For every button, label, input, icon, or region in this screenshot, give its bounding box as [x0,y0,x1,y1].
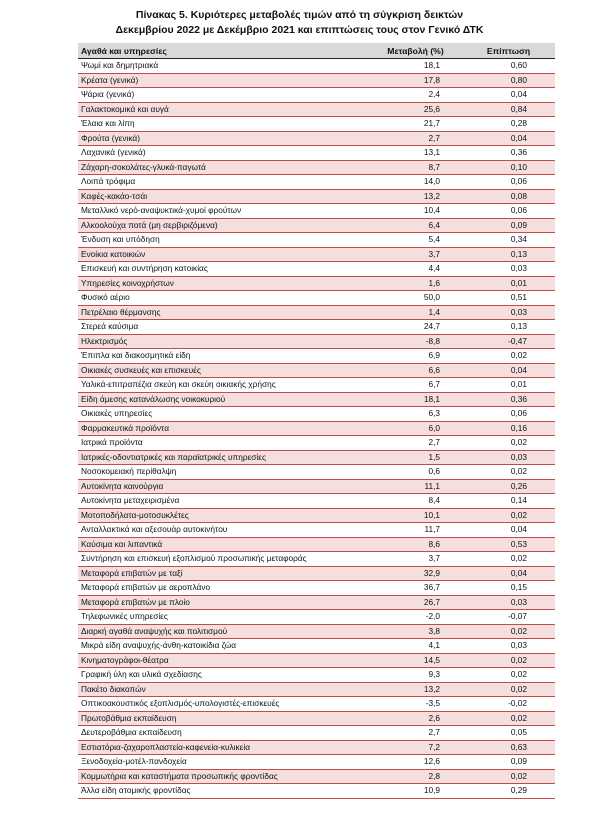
impact-cell: 0,08 [462,189,555,204]
change-percent-cell: 8,4 [369,494,462,509]
change-percent-cell: 50,0 [369,291,462,306]
impact-cell: 0,02 [462,349,555,364]
change-percent-cell: 2,8 [369,769,462,784]
table-row [78,233,555,248]
impact-cell: 0,53 [462,537,555,552]
table-row [78,726,555,741]
table-row [78,189,555,204]
goods-name-cell: Μικρά είδη αναψυχής-άνθη-κατοικίδια ζώα [78,639,369,654]
table-row [78,204,555,219]
table-row [78,523,555,538]
goods-name-cell: Λοιπά τρόφιμα [78,175,369,190]
change-percent-cell: 14,0 [369,175,462,190]
table-row [78,624,555,639]
impact-cell: 0,02 [462,653,555,668]
goods-name-cell: Ψάρια (γενικά) [78,88,369,103]
goods-name-cell: Άλλα είδη ατομικής φροντίδας [78,784,369,799]
impact-cell: 0,13 [462,247,555,262]
table-row [78,755,555,770]
goods-name-cell: Γραφική ύλη και υλικά σχεδίασης [78,668,369,683]
impact-cell: 0,15 [462,581,555,596]
table-row [78,465,555,480]
impact-cell: 0,02 [462,508,555,523]
impact-cell: 0,60 [462,59,555,74]
table-row [78,334,555,349]
change-percent-cell: 32,9 [369,566,462,581]
table-row [78,668,555,683]
goods-name-cell: Λαχανικά (γενικά) [78,146,369,161]
table-row [78,363,555,378]
impact-cell: 0,04 [462,131,555,146]
goods-name-cell: Υαλικά-επιτραπέζια σκεύη και σκεύη οικιακής χρήσης [78,378,369,393]
goods-name-cell: Κομμωτήρια και καταστήματα προσωπικής φροντίδας [78,769,369,784]
table-row [78,566,555,581]
impact-cell: 0,03 [462,639,555,654]
goods-name-cell: Αυτοκίνητα μεταχειρισμένα [78,494,369,509]
goods-name-cell: Πρωτοβάθμια εκπαίδευση [78,711,369,726]
table-row [78,102,555,117]
change-percent-cell: 36,7 [369,581,462,596]
impact-cell: 0,51 [462,291,555,306]
impact-cell: 0,02 [462,624,555,639]
change-percent-cell: -2,0 [369,610,462,625]
table-row [78,639,555,654]
table-row [78,146,555,161]
impact-cell: 0,34 [462,233,555,248]
table-row [78,784,555,799]
goods-name-cell: Είδη άμεσης κατανάλωσης νοικοκυριού [78,392,369,407]
goods-name-cell: Ζάχαρη-σοκολάτες-γλυκά-παγωτά [78,160,369,175]
table-row [78,378,555,393]
change-percent-cell: 8,7 [369,160,462,175]
table-row [78,392,555,407]
goods-name-cell: Νοσοκομειακή περίθαλψη [78,465,369,480]
goods-name-cell: Ξενοδοχεία-μοτέλ-πανδοχεία [78,755,369,770]
table-row [78,653,555,668]
goods-name-cell: Ένδυση και υπόδηση [78,233,369,248]
impact-cell: 0,13 [462,320,555,335]
table-row [78,494,555,509]
change-percent-cell: -3,5 [369,697,462,712]
change-percent-cell: 2,7 [369,436,462,451]
change-percent-cell: 11,1 [369,479,462,494]
change-percent-cell: 6,0 [369,421,462,436]
change-percent-cell: 10,9 [369,784,462,799]
goods-name-cell: Φρούτα (γενικά) [78,131,369,146]
impact-cell: 0,28 [462,117,555,132]
goods-name-cell: Τηλεφωνικές υπηρεσίες [78,610,369,625]
change-percent-cell: 3,8 [369,624,462,639]
goods-name-cell: Εστιατόρια-ζαχαροπλαστεία-καφενεία-κυλικεία [78,740,369,755]
goods-name-cell: Στερεά καύσιμα [78,320,369,335]
table-row [78,320,555,335]
impact-cell: 0,01 [462,276,555,291]
goods-name-cell: Γαλακτοκομικά και αυγά [78,102,369,117]
goods-name-cell: Αλκοολούχα ποτά (μη σερβιριζόμενα) [78,218,369,233]
impact-cell: 0,04 [462,88,555,103]
table-row [78,479,555,494]
table-row [78,88,555,103]
table-row [78,305,555,320]
table-row [78,682,555,697]
impact-cell: 0,03 [462,595,555,610]
goods-name-cell: Ηλεκτρισμός [78,334,369,349]
table-row [78,697,555,712]
change-percent-cell: 13,2 [369,682,462,697]
change-percent-cell: 25,6 [369,102,462,117]
impact-cell: 0,36 [462,392,555,407]
column-header-goods: Αγαθά και υπηρεσίες [78,43,369,59]
change-percent-cell: 4,1 [369,639,462,654]
change-percent-cell: 6,4 [369,218,462,233]
change-percent-cell: 26,7 [369,595,462,610]
goods-name-cell: Κινηματογράφοι-θέατρα [78,653,369,668]
impact-cell: 0,03 [462,450,555,465]
table-row [78,595,555,610]
impact-cell: 0,16 [462,421,555,436]
change-percent-cell: 9,3 [369,668,462,683]
table-row [78,450,555,465]
change-percent-cell: 14,5 [369,653,462,668]
table-row [78,175,555,190]
change-percent-cell: 6,7 [369,378,462,393]
impact-cell: -0,47 [462,334,555,349]
change-percent-cell: 1,4 [369,305,462,320]
table-row [78,131,555,146]
change-percent-cell: 6,3 [369,407,462,422]
table-row [78,436,555,451]
table-header-row [78,43,555,59]
goods-name-cell: Ιατρικές-οδοντιατρικές και παραϊατρικές υπηρεσίες [78,450,369,465]
change-percent-cell: 2,6 [369,711,462,726]
table-row [78,291,555,306]
impact-cell: 0,04 [462,363,555,378]
change-percent-cell: 13,2 [369,189,462,204]
change-percent-cell: 1,6 [369,276,462,291]
table-row [78,508,555,523]
goods-name-cell: Κρέατα (γενικά) [78,73,369,88]
impact-cell: 0,02 [462,552,555,567]
table-row [78,262,555,277]
change-percent-cell: 21,7 [369,117,462,132]
impact-cell: 0,06 [462,204,555,219]
table-row [78,59,555,74]
impact-cell: -0,02 [462,697,555,712]
table-row [78,421,555,436]
impact-cell: 0,01 [462,378,555,393]
impact-cell: 0,02 [462,465,555,480]
goods-name-cell: Μεταφορά επιβατών με ταξί [78,566,369,581]
goods-name-cell: Ιατρικά προϊόντα [78,436,369,451]
impact-cell: 0,09 [462,218,555,233]
impact-cell: 0,02 [462,668,555,683]
table-row [78,247,555,262]
change-percent-cell: 3,7 [369,247,462,262]
goods-name-cell: Έπιπλα και διακοσμητικά είδη [78,349,369,364]
change-percent-cell: 1,5 [369,450,462,465]
impact-cell: 0,02 [462,436,555,451]
table-title-line-2: Δεκεμβρίου 2022 με Δεκέμβριο 2021 και επιπτώσεις τους στον Γενικό ΔΤΚ [115,24,484,36]
impact-cell: 0,09 [462,755,555,770]
impact-cell: 0,80 [462,73,555,88]
goods-name-cell: Φυσικό αέριο [78,291,369,306]
table-row [78,349,555,364]
impact-cell: 0,10 [462,160,555,175]
table-title-line-1: Πίνακας 5. Κυριότερες μεταβολές τιμών από τη σύγκριση δεικτών [135,9,464,21]
change-percent-cell: 10,4 [369,204,462,219]
change-percent-cell: 2,7 [369,726,462,741]
goods-name-cell: Μεταφορά επιβατών με αεροπλάνο [78,581,369,596]
impact-cell: 0,06 [462,175,555,190]
goods-name-cell: Οπτικοακουστικός εξοπλισμός-υπολογιστές-επισκευές [78,697,369,712]
goods-name-cell: Μεταλλικό νερό-αναψυκτικά-χυμοί φρούτων [78,204,369,219]
change-percent-cell: 0,6 [369,465,462,480]
goods-name-cell: Υπηρεσίες κοινοχρήστων [78,276,369,291]
change-percent-cell: 3,7 [369,552,462,567]
table-row [78,581,555,596]
table-row [78,552,555,567]
goods-name-cell: Οικιακές υπηρεσίες [78,407,369,422]
impact-cell: 0,04 [462,523,555,538]
goods-name-cell: Επισκευή και συντήρηση κατοικίας [78,262,369,277]
goods-name-cell: Καφές-κακάο-τσάι [78,189,369,204]
change-percent-cell: 7,2 [369,740,462,755]
table-row [78,218,555,233]
impact-cell: 0,04 [462,566,555,581]
impact-cell: 0,26 [462,479,555,494]
table-row [78,711,555,726]
change-percent-cell: 6,9 [369,349,462,364]
change-percent-cell: 2,7 [369,131,462,146]
table-body [78,59,555,799]
impact-cell: 0,02 [462,769,555,784]
impact-cell: 0,84 [462,102,555,117]
goods-name-cell: Φαρμακευτικά προϊόντα [78,421,369,436]
column-header-impact: Επίπτωση [462,43,555,59]
table-row [78,276,555,291]
goods-name-cell: Ανταλλακτικά και αξεσουάρ αυτοκινήτου [78,523,369,538]
impact-cell: -0,07 [462,610,555,625]
change-percent-cell: 10,1 [369,508,462,523]
table-row [78,740,555,755]
table-row [78,407,555,422]
impact-cell: 0,06 [462,407,555,422]
change-percent-cell: 5,4 [369,233,462,248]
change-percent-cell: 12,6 [369,755,462,770]
impact-cell: 0,63 [462,740,555,755]
impact-cell: 0,05 [462,726,555,741]
goods-name-cell: Πακέτο διακοπών [78,682,369,697]
change-percent-cell: 17,8 [369,73,462,88]
impact-cell: 0,03 [462,262,555,277]
goods-name-cell: Ψωμί και δημητριακά [78,59,369,74]
goods-name-cell: Διαρκή αγαθά αναψυχής και πολιτισμού [78,624,369,639]
change-percent-cell: 18,1 [369,392,462,407]
column-header-change: Μεταβολή (%) [369,43,462,59]
goods-name-cell: Αυτοκίνητα καινούργια [78,479,369,494]
table-row [78,117,555,132]
goods-name-cell: Πετρέλαιο θέρμανσης [78,305,369,320]
goods-name-cell: Οικιακές συσκευές και επισκευές [78,363,369,378]
change-percent-cell: 24,7 [369,320,462,335]
table-row [78,73,555,88]
goods-name-cell: Έλαια και λίπη [78,117,369,132]
goods-name-cell: Μοτοποδήλατα-μοτοσυκλέτες [78,508,369,523]
goods-name-cell: Συντήρηση και επισκευή εξοπλισμού προσωπικής μεταφοράς [78,552,369,567]
goods-name-cell: Μεταφορά επιβατών με πλοίο [78,595,369,610]
goods-name-cell: Δευτεροβάθμια εκπαίδευση [78,726,369,741]
change-percent-cell: 2,4 [369,88,462,103]
change-percent-cell: 13,1 [369,146,462,161]
impact-cell: 0,02 [462,711,555,726]
impact-cell: 0,29 [462,784,555,799]
table-row [78,537,555,552]
change-percent-cell: 11,7 [369,523,462,538]
price-changes-table [78,43,555,799]
change-percent-cell: 4,4 [369,262,462,277]
impact-cell: 0,14 [462,494,555,509]
change-percent-cell: 6,6 [369,363,462,378]
change-percent-cell: 8,6 [369,537,462,552]
impact-cell: 0,03 [462,305,555,320]
table-row [78,769,555,784]
table-row [78,610,555,625]
goods-name-cell: Καύσιμα και λιπαντικά [78,537,369,552]
goods-name-cell: Ενοίκια κατοικιών [78,247,369,262]
change-percent-cell: 18,1 [369,59,462,74]
impact-cell: 0,02 [462,682,555,697]
impact-cell: 0,36 [462,146,555,161]
change-percent-cell: -8,8 [369,334,462,349]
table-row [78,160,555,175]
